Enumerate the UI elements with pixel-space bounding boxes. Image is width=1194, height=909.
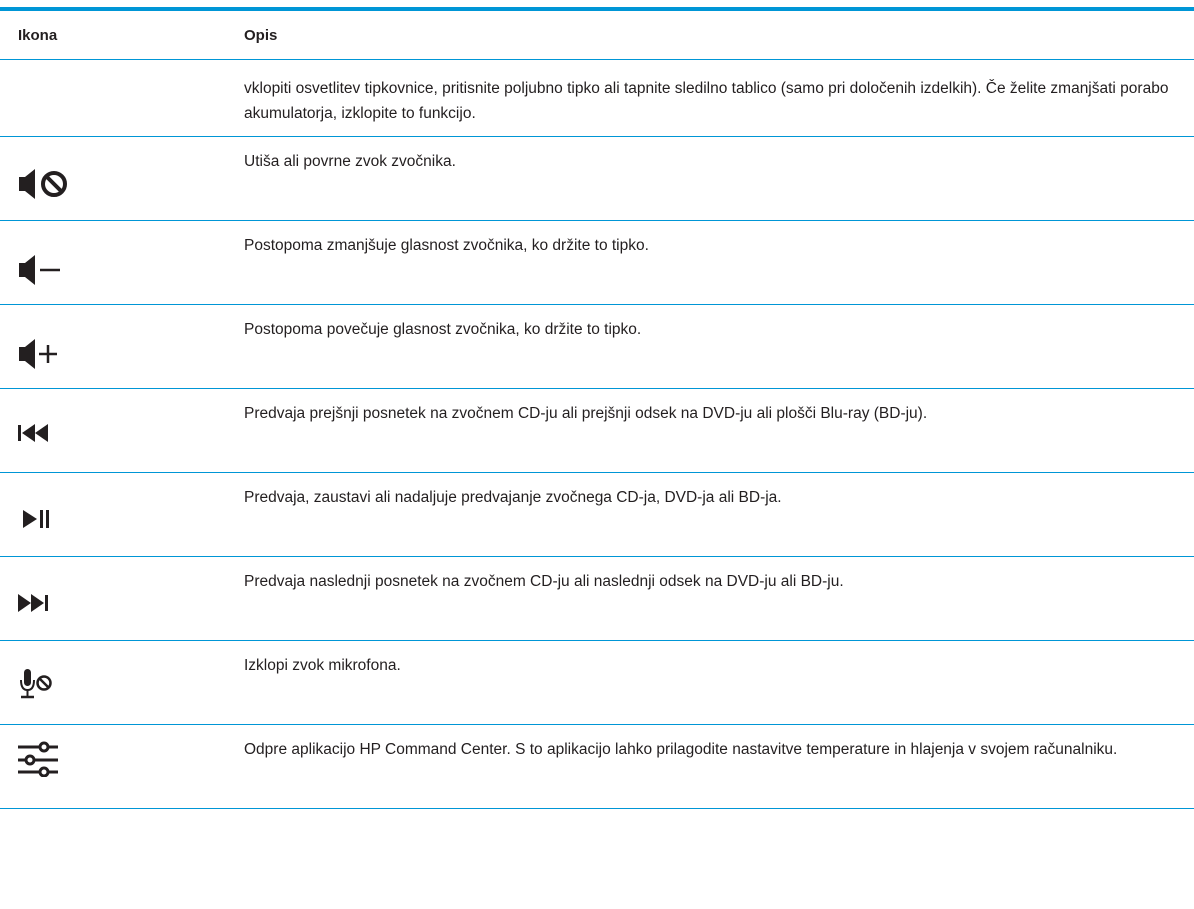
table-row [0, 60, 1194, 137]
table-row [0, 137, 1194, 221]
previous-track-icon [18, 415, 78, 451]
row-description: Predvaja naslednji posnetek na zvočnem CD-ju ali naslednji odsek na DVD-ju ali BD-ju. [244, 557, 1194, 641]
icon-cell-empty [0, 60, 244, 137]
table-row [0, 389, 1194, 473]
keyboard-icon-table [0, 11, 1194, 809]
row-description: Odpre aplikacijo HP Command Center. S to aplikacijo lahko prilagodite nastavitve temperature in hlajenja v svojem računalniku. [244, 725, 1194, 809]
row-description: Predvaja prejšnji posnetek na zvočnem CD-ju ali prejšnji odsek na DVD-ju ali plošči Blu-ray (BD-ju). [244, 389, 1194, 473]
row-description: Postopoma povečuje glasnost zvočnika, ko držite to tipko. [244, 305, 1194, 389]
row-description: Izklopi zvok mikrofona. [244, 641, 1194, 725]
table-header-row [0, 11, 1194, 60]
table-row [0, 221, 1194, 305]
row-description: Predvaja, zaustavi ali nadaljuje predvajanje zvočnega CD-ja, DVD-ja ali BD-ja. [244, 473, 1194, 557]
command-center-sliders-icon [18, 741, 78, 777]
table-row [0, 641, 1194, 725]
row-description: Utiša ali povrne zvok zvočnika. [244, 137, 1194, 221]
row-description: Postopoma zmanjšuje glasnost zvočnika, ko držite to tipko. [244, 221, 1194, 305]
header-description: Opis [244, 11, 1194, 60]
next-track-icon [18, 585, 78, 621]
header-icon: Ikona [0, 11, 244, 60]
table-row [0, 725, 1194, 809]
table-row [0, 305, 1194, 389]
play-pause-icon [21, 501, 81, 537]
table-row [0, 473, 1194, 557]
microphone-mute-icon [18, 668, 78, 704]
table-row [0, 557, 1194, 641]
volume-up-icon [18, 336, 78, 372]
volume-down-icon [18, 252, 78, 288]
row-description: vklopiti osvetlitev tipkovnice, pritisnite poljubno tipko ali tapnite sledilno tablico (samo pri določenih izdelkih). Če želite zmanjšati porabo akumulatorja, izklopite to funkcijo. [244, 60, 1194, 137]
speaker-mute-icon [18, 166, 78, 202]
